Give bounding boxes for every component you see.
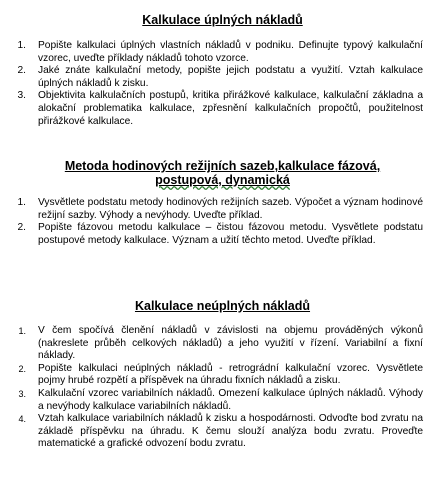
list-item xyxy=(17,90,423,128)
section-1-title: Kalkulace úplných nákladů xyxy=(142,13,303,27)
list-item xyxy=(18,413,423,451)
list-item-text: V čem spočívá členění nákladů v závislosti na objemu prováděných výkonů (nakreslete průběh celkových nákladů) a jeho využití v řízení. Variabilní a fixní náklady. xyxy=(38,325,423,362)
list-item xyxy=(17,65,423,90)
section-2-title xyxy=(0,159,445,187)
list-item xyxy=(18,387,423,413)
list-number: 3. xyxy=(18,388,26,399)
section-2-title-line2: postupová, dynamická xyxy=(155,173,290,187)
list-item xyxy=(18,325,423,363)
list-number: 1. xyxy=(18,326,26,336)
list-number: 4. xyxy=(18,414,26,425)
list-item-text: Vztah kalkulace variabilních nákladů k zisku a hospodárnosti. Odvoďte bod zvratu na základě příspěvku na úhradu. K čemu slouží analýza bodu zvratu. Proveďte matematické a grafické odvození bodu zvratu. xyxy=(38,413,423,450)
list-number: 2. xyxy=(18,363,26,374)
list-number: 2. xyxy=(17,222,26,234)
list-item-text: Vysvětlete podstatu metody hodinových režijních sazeb. Výpočet a význam hodinové režijní sazby. Výhody a nevýhody. Uveďte příklad. xyxy=(38,197,423,221)
list-item-text: Popište fázovou metodu kalkulace – čistou fázovou metodu. Vysvětlete podstatu postupové metody kalkulace. Význam a užití těchto metod. Uveďte příklad. xyxy=(38,222,423,246)
section-3-title: Kalkulace neúplných nákladů xyxy=(134,299,311,313)
list-number: 2. xyxy=(17,65,26,77)
list-item xyxy=(18,362,423,388)
list-number: 1. xyxy=(17,40,26,51)
list-number: 3. xyxy=(17,90,26,102)
section-2-list xyxy=(0,197,423,247)
section-3-list xyxy=(0,325,423,451)
list-item-text: Objektivita kalkulačních postupů, kritika přirážkové kalkulace, kalkulační základna a alokační problematika kalkulace, zpřesnění kalkulačních propočtů, použitelnost přirážkové kalkulace. xyxy=(38,90,423,127)
list-item-text: Popište kalkulaci neúplných nákladů - retrográdní kalkulační vzorec. Vysvětlete pojmy hrubé rozpětí a příspěvek na úhradu fixních nákladů a zisku. xyxy=(38,362,423,387)
list-item-text: Popište kalkulaci úplných vlastních nákladů v podniku. Definujte typový kalkulační vzorec, uveďte příklady nákladů tohoto vzorce. xyxy=(38,40,423,64)
list-item-text: Jaké znáte kalkulační metody, popište jejich podstatu a využití. Vztah kalkulace úplných nákladů k zisku. xyxy=(38,65,423,89)
list-item xyxy=(17,197,423,222)
list-item xyxy=(17,40,423,65)
list-number: 1. xyxy=(17,197,26,208)
list-item xyxy=(17,222,423,247)
section-2-title-line1: Metoda hodinových režijních sazeb,kalkulace fázová, xyxy=(64,159,381,173)
section-1-list xyxy=(0,40,423,128)
list-item-text: Kalkulační vzorec variabilních nákladů. Omezení kalkulace úplných nákladů. Výhody a nevýhody kalkulace variabilních nákladů. xyxy=(38,387,423,412)
